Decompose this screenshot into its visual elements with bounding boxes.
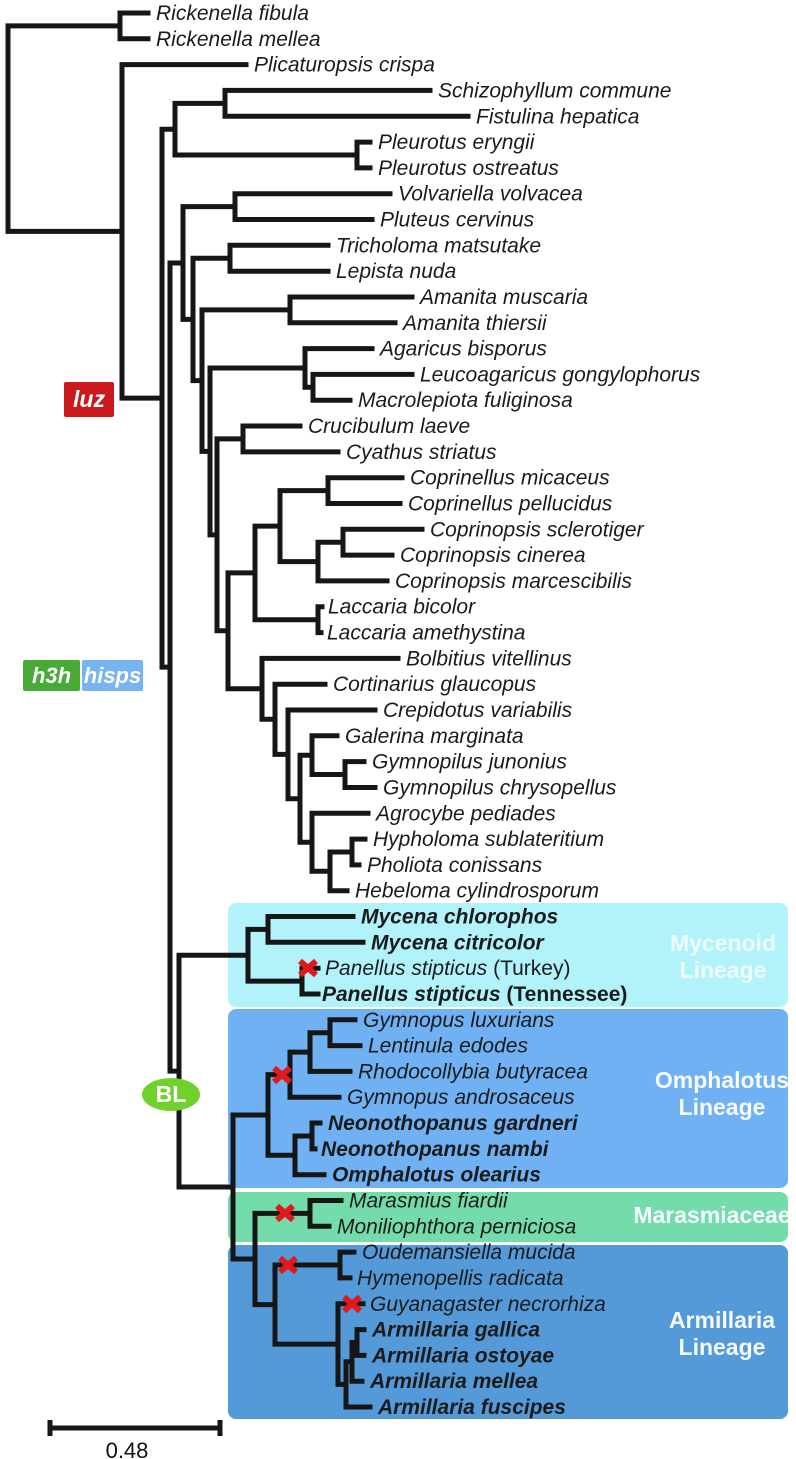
taxon-label: Armillaria fuscipes <box>378 1395 566 1419</box>
taxon-label: Coprinopsis sclerotiger <box>430 517 644 541</box>
taxon-label: Marasmius fiardii <box>349 1189 508 1212</box>
taxon-label: Mycena citricolor <box>371 930 544 954</box>
taxon-label: Plicaturopsis crispa <box>254 53 435 77</box>
taxon-label: Gymnopilus chrysopellus <box>383 776 617 799</box>
taxon-label: Panellus stipticus (Turkey) <box>325 956 571 980</box>
taxon-label: Pluteus cervinus <box>380 208 535 231</box>
taxon-label: Moniliophthora perniciosa <box>337 1214 577 1238</box>
gene-label-luz: luz <box>64 382 114 417</box>
taxon-label: Neonothopanus nambi <box>321 1137 549 1161</box>
taxon-label: Pholiota conissans <box>367 853 543 877</box>
taxon-label: Fistulina hepatica <box>476 104 640 128</box>
taxon-label: Cortinarius glaucopus <box>333 672 537 696</box>
gene-label-h3h: h3h <box>23 660 80 691</box>
taxon-label: Macrolepiota fuliginosa <box>358 388 573 412</box>
taxon-label: Leucoagaricus gongylophorus <box>420 362 701 386</box>
taxon-label: Coprinellus micaceus <box>410 466 610 490</box>
gene-label-hisps: hisps <box>82 660 143 691</box>
taxon-label: Mycena chlorophos <box>361 905 559 928</box>
taxon-label: Agrocybe pediades <box>376 801 556 825</box>
taxon-label: Bolbitius vitellinus <box>406 646 572 670</box>
taxon-label: Rhodocollybia butyracea <box>358 1059 588 1083</box>
taxon-label: Schizophyllum commune <box>438 78 672 102</box>
taxon-label: Pleurotus ostreatus <box>378 156 559 180</box>
taxon-label: Lepista nuda <box>336 259 457 283</box>
taxon-label: Coprinopsis marcescibilis <box>395 569 632 593</box>
lineage-label-mycenoid: Mycenoid Lineage <box>669 930 777 983</box>
taxon-label: Rickenella fibula <box>156 1 309 25</box>
taxon-label: Laccaria amethystina <box>327 621 526 645</box>
taxon-label: Lentinula edodes <box>368 1034 528 1058</box>
taxon-label: Gymnopus luxurians <box>363 1008 555 1032</box>
taxon-label: Crucibulum laeve <box>308 414 471 438</box>
taxon-label: Volvariella volvacea <box>398 182 583 206</box>
taxon-label: Coprinopsis cinerea <box>400 543 586 567</box>
taxon-label: Pleurotus eryngii <box>378 130 535 154</box>
taxon-label: Gymnopus androsaceus <box>347 1085 575 1109</box>
taxon-label: Amanita thiersii <box>403 311 547 335</box>
taxon-label: Coprinellus pellucidus <box>408 492 613 515</box>
lineage-label-armillaria: Armillaria Lineage <box>668 1307 776 1360</box>
taxon-label: Guyanagaster necrorhiza <box>370 1292 606 1316</box>
bl-badge: BL <box>142 1078 200 1111</box>
lineage-label-omphalotus: Omphalotus Lineage <box>654 1067 790 1120</box>
taxon-label: Amanita muscaria <box>420 285 589 309</box>
taxon-label: Armillaria mellea <box>370 1369 539 1393</box>
taxon-label: Oudemansiella mucida <box>362 1240 576 1264</box>
taxon-label: Armillaria gallica <box>372 1318 541 1342</box>
taxon-label: Galerina marginata <box>345 724 524 748</box>
taxon-label: Hymenopellis radicata <box>357 1266 564 1290</box>
scale-bar <box>50 1420 220 1436</box>
taxon-label: Crepidotus variabilis <box>383 698 573 722</box>
lineage-label-marasmiaceae: Marasmiaceae <box>633 1202 791 1228</box>
taxon-label: Hebeloma cylindrosporum <box>355 879 599 903</box>
taxon-label: Agaricus bisporus <box>380 337 547 361</box>
taxon-label: Panellus stipticus (Tennessee) <box>322 982 628 1006</box>
scale-bar-label: 0.48 <box>105 1438 149 1459</box>
taxon-label: Laccaria bicolor <box>328 595 476 619</box>
taxon-label: Cyathus striatus <box>346 440 497 464</box>
taxon-label: Omphalotus olearius <box>332 1163 541 1187</box>
taxon-label: Neonothopanus gardneri <box>328 1111 578 1135</box>
taxon-label: Gymnopilus junonius <box>372 750 567 774</box>
taxon-label: Armillaria ostoyae <box>372 1343 555 1367</box>
taxon-label: Rickenella mellea <box>156 27 321 51</box>
taxon-label: Tricholoma matsutake <box>336 233 542 257</box>
taxon-label: Hypholoma sublateritium <box>373 827 605 851</box>
